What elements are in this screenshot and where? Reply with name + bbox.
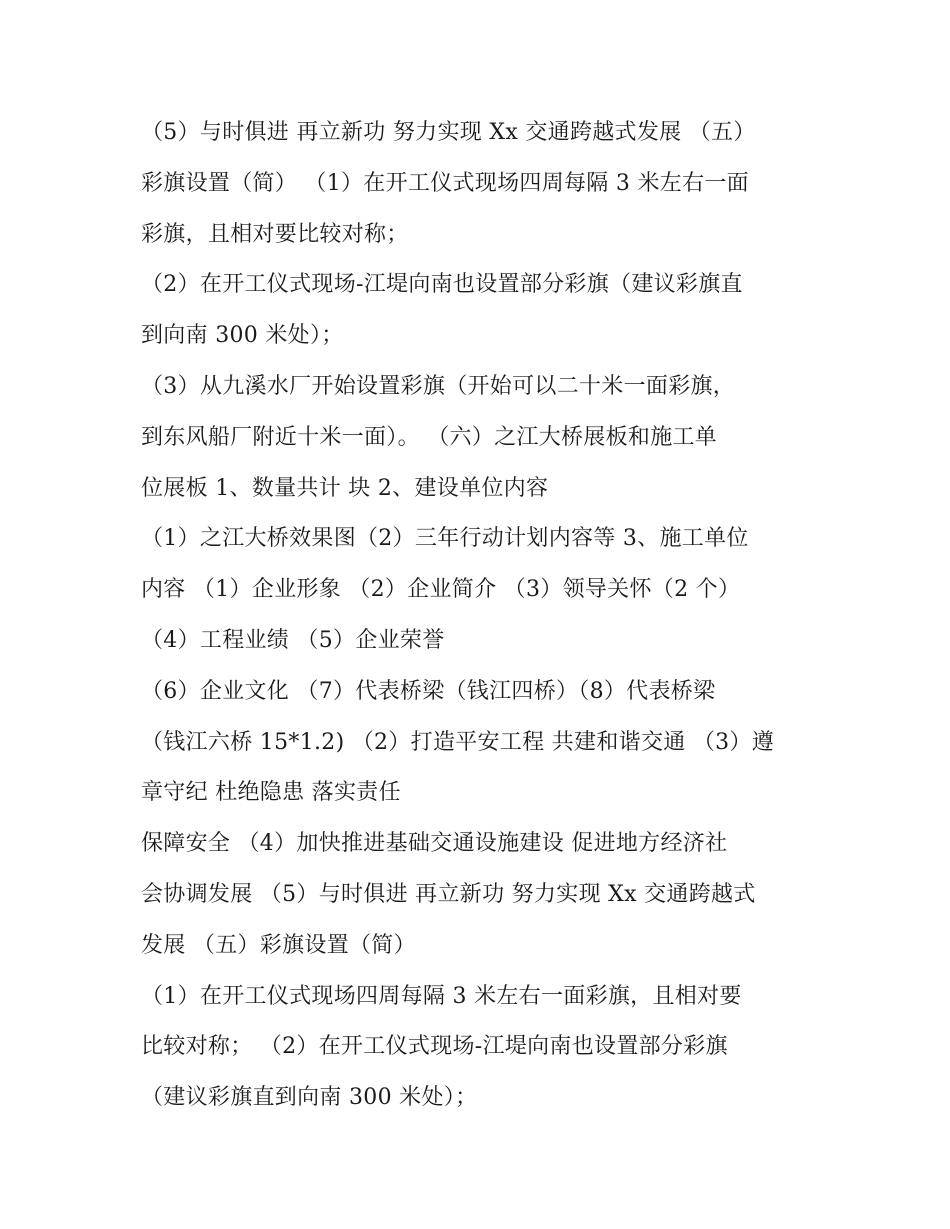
text-line: 位展板 1、数量共计 块 2、建设单位内容 [141,475,549,501]
document-body-text [141,108,831,1124]
text-line: 到向南 300 米处）； [141,323,344,349]
text-line: （6）企业文化 （7）代表桥梁（钱江四桥）（8）代表桥梁 [141,678,716,704]
text-line: （2）在开工仪式现场-江堤向南也设置部分彩旗（建议彩旗直 [141,272,743,298]
text-line: 章守纪 杜绝隐患 落实责任 [141,780,401,806]
text-line: （3）从九溪水厂开始设置彩旗（开始可以二十米一面彩旗， [141,373,736,399]
text-line: 发展 （五）彩旗设置（简） [141,932,416,958]
text-line: （5）与时俱进 再立新功 努力实现 Xx 交通跨越式发展 （五） [141,120,756,145]
text-line: 彩旗设置（简） （1）在开工仪式现场四周每隔 3 米左右一面 [141,170,749,196]
text-line: （建议彩旗直到向南 300 米处）； [141,1085,478,1111]
text-line: （1）在开工仪式现场四周每隔 3 米左右一面彩旗，且相对要 [141,983,742,1009]
text-line: 比较对称； （2）在开工仪式现场-江堤向南也设置部分彩旗 [141,1034,728,1060]
text-line: （4）工程业绩 （5）企业荣誉 [141,627,445,653]
text-line: 到东风船厂附近十米一面）。 （六）之江大桥展板和施工单 [141,424,718,450]
text-line: 保障安全 （4）加快推进基础交通设施建设 促进地方经济社 [141,831,728,857]
text-line: 会协调发展 （5）与时俱进 再立新功 努力实现 Xx 交通跨越式 [141,881,756,907]
text-line: 彩旗，且相对要比较对称； [141,221,409,247]
text-line: （钱江六桥 15*1.2) （2）打造平安工程 共建和谐交通 （3）遵 [141,729,775,755]
text-line: 内容 （1）企业形象 （2）企业简介 （3）领导关怀（2 个） [141,577,741,603]
text-line: （1）之江大桥效果图（2）三年行动计划内容等 3、施工单位 [141,526,749,552]
